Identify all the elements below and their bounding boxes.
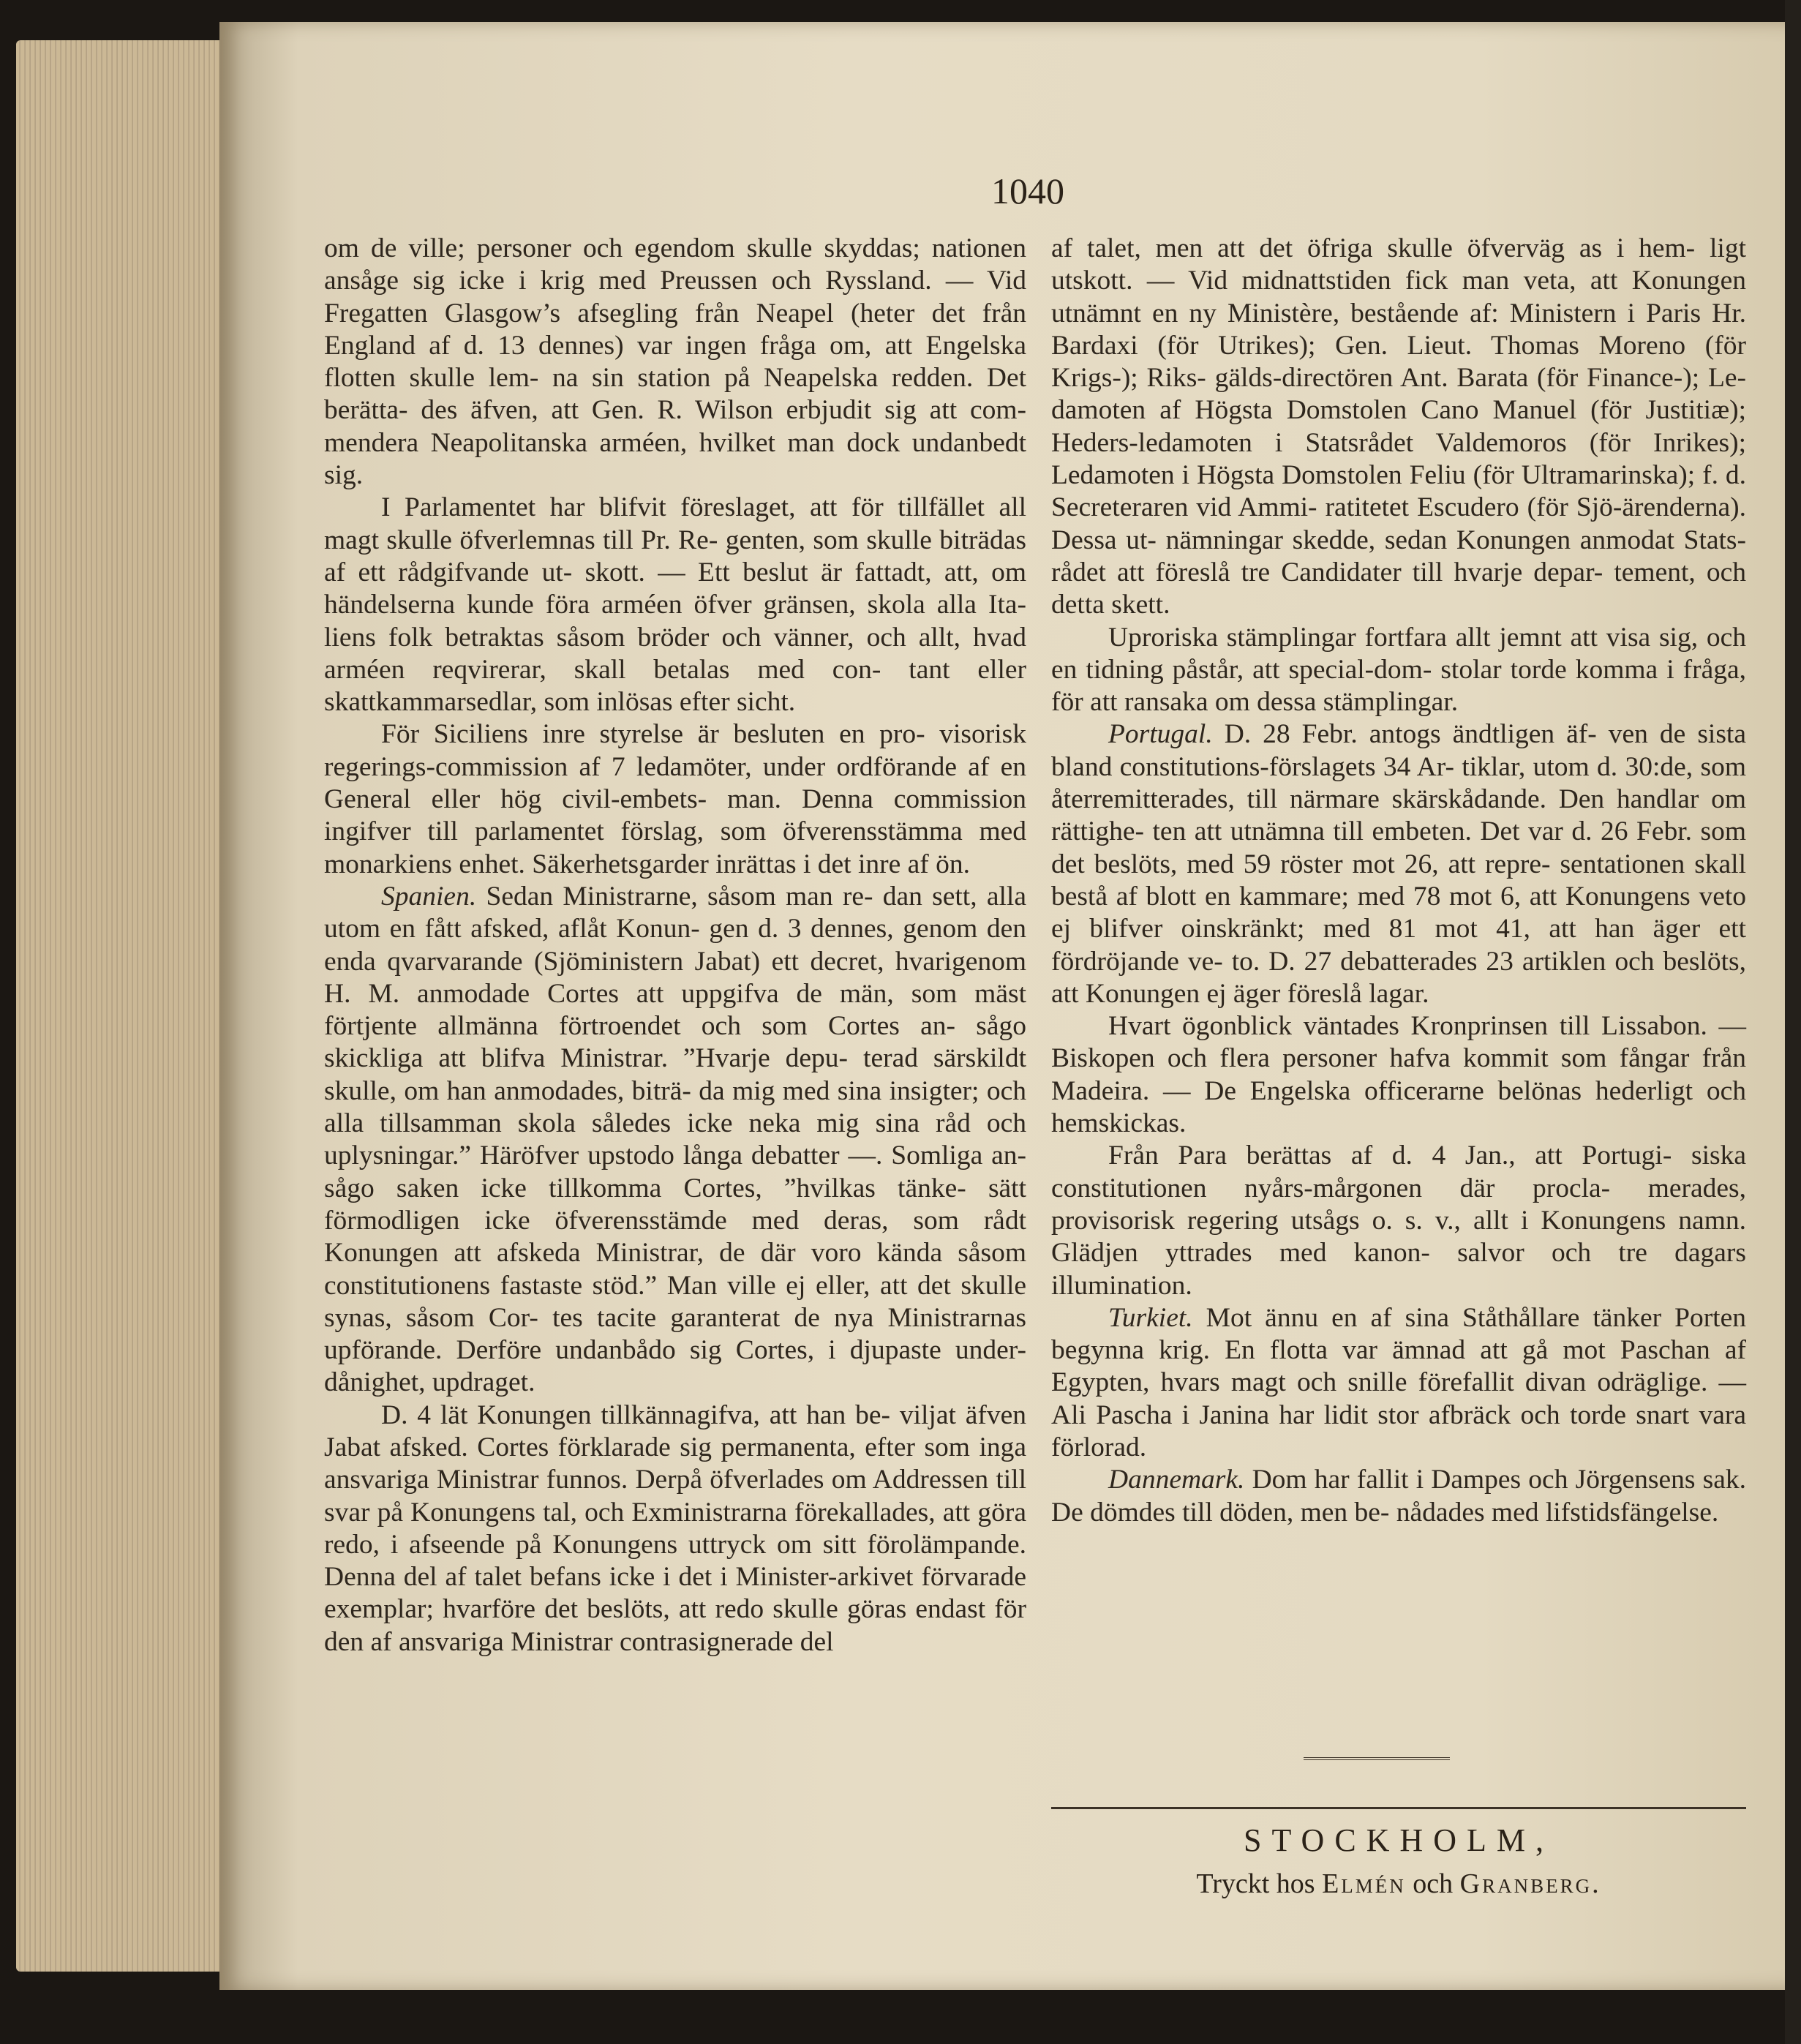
text-line: ordförande af en General eller hög civil-embets- bbox=[324, 751, 1026, 815]
text-line: (för Ultramarinska); f. d. Secreteraren vid Ammi- bbox=[1051, 460, 1746, 523]
imprint-city: STOCKHOLM, bbox=[1243, 1822, 1554, 1858]
text-line: att gå mot Paschan af Egypten, hvars magt och bbox=[1051, 1335, 1746, 1398]
text-line: kommit som fångar från Madeira. — De Engelska bbox=[1051, 1043, 1747, 1106]
text-line: D. 28 Febr. antogs ändtligen äf- bbox=[1212, 719, 1597, 750]
imprint-printers bbox=[1051, 1868, 1746, 1900]
page-stack-edge bbox=[16, 40, 221, 1972]
text-line: anmodade Cortes att uppgifva de män, som mäst bbox=[417, 978, 1026, 1009]
text-line: sätt förmodligen icke öfverensstämde med deras, bbox=[324, 1173, 1027, 1236]
printer-granberg: Granberg. bbox=[1459, 1868, 1601, 1899]
text-line: (för Inrikes); Ledamoten i Högsta Domstolen Feliu bbox=[1051, 427, 1746, 491]
text-line: För Siciliens inre styrelse är besluten en pro- bbox=[381, 719, 925, 750]
paragraph bbox=[1051, 718, 1746, 1010]
paragraph bbox=[324, 881, 1026, 1399]
country-heading: Dannemark. bbox=[1108, 1465, 1245, 1495]
text-line: tes tacite garanterat de nya Ministrarnas upförande. bbox=[324, 1302, 1026, 1366]
text-line: Säkerhetsgarder inrättas i det inre af ön. bbox=[532, 849, 971, 879]
printer-elmen: Elmén bbox=[1322, 1868, 1406, 1899]
imprint-connector: och bbox=[1405, 1868, 1460, 1899]
text-line: således icke neka mig sina råd och uplysningar.” bbox=[324, 1108, 1026, 1171]
text-line: att Konungen ej äger föreslå lagar. bbox=[1051, 978, 1429, 1009]
text-line: (Sjöministern Jabat) ett decret, hvarigenom H. M. bbox=[324, 946, 1027, 1009]
paragraph bbox=[1051, 1302, 1746, 1464]
text-line: Derföre undanbådo sig Cortes, i djupaste under- bbox=[456, 1335, 1026, 1366]
text-line: stolar torde komma i fråga, för att ransaka om bbox=[1051, 654, 1747, 718]
section-divider bbox=[1304, 1757, 1450, 1760]
text-line: Neapel (heter det från England af d. 13 dennes) bbox=[324, 298, 1026, 361]
country-heading: Portugal. bbox=[1108, 719, 1213, 750]
text-line: snille förefallit divan odräglige. — Ali Pascha i bbox=[1051, 1367, 1747, 1430]
text-line: Hvart ögonblick väntades Kronprinsen till bbox=[1108, 1011, 1590, 1042]
text-line: sågo skickliga att blifva Ministrar. ”Hvarje depu- bbox=[324, 1011, 1026, 1074]
text-line: på Konungens tal, och Exministrarna förekallades, bbox=[377, 1497, 936, 1528]
text-line: viljat äfven Jabat afsked. Cortes förklarade sig bbox=[324, 1399, 1026, 1462]
text-line: som det beslöts, med 59 röster mot 26, att repre- bbox=[1051, 816, 1747, 879]
text-line: na sin station på Neapelska redden. Det berätta- bbox=[324, 363, 1027, 426]
text-line: Man ville ej eller, att det skulle synas, såsom Cor- bbox=[324, 1270, 1027, 1333]
text-line: damoten af Högsta Domstolen Cano Manuel (för bbox=[1051, 395, 1632, 426]
text-line: om de ville; personer och egendom skulle skyddas; bbox=[324, 233, 920, 263]
imprint-prefix: Tryckt hos bbox=[1196, 1868, 1323, 1899]
text-line: hvarföre det beslöts, att redo skulle göras endast bbox=[443, 1594, 986, 1625]
text-line: tement, och detta skett. bbox=[1051, 557, 1746, 620]
text-line: tant eller skattkammarsedlar, som inlösas efter sicht. bbox=[324, 654, 1026, 718]
text-line: dånighet, updraget. bbox=[324, 1367, 535, 1398]
text-line: Justitiæ); Heders-ledamoten i Statsrådet Valdemoros bbox=[1051, 395, 1747, 458]
text-line: gen d. 3 dennes, genom den enda qvarvarande bbox=[324, 914, 1027, 977]
text-line: siska constitutionen nyårs-mårgonen där procla- bbox=[1051, 1141, 1746, 1203]
text-line: funnos. Derpå öfverlades om Addressen till svar bbox=[324, 1465, 1027, 1528]
text-line: Janina har lidit stor afbräck och torde snart vara bbox=[1199, 1399, 1746, 1430]
text-line: terad särskildt skulle, om han anmodades, biträ- bbox=[324, 1043, 1027, 1106]
paragraph bbox=[1051, 1140, 1746, 1301]
text-line: närmare skärskådande. Den handlar om rättighe- bbox=[1051, 784, 1746, 847]
text-line: nämningar skedde, sedan Konungen anmodat Stats- bbox=[1165, 525, 1747, 555]
text-line: för den af ansvariga Ministrar contrasignerade del bbox=[324, 1594, 1026, 1657]
text-line: förslag, som öfverensstämma med monarkiens enhet. bbox=[324, 816, 1027, 879]
text-line: visorisk regerings-commission af 7 ledamöter, under bbox=[324, 719, 1026, 782]
text-line: Från Para berättas af d. 4 Jan., att Portugi- bbox=[1108, 1141, 1672, 1171]
text-line: var ingen fråga om, att Engelska flotten skulle lem- bbox=[324, 330, 1026, 394]
text-line: sentationen skall bestå af blott en kammare; med bbox=[1051, 849, 1747, 912]
text-line: tiklar, utom d. 30:de, som återremitterades, till bbox=[1051, 751, 1746, 815]
paragraph bbox=[1051, 233, 1746, 622]
text-line: tänker Porten begynna krig. En flotta var ämnad bbox=[1051, 1302, 1746, 1366]
country-heading: Turkiet. bbox=[1108, 1302, 1193, 1333]
text-line: to. D. 27 debatterades 23 artiklen och beslöts, bbox=[1231, 946, 1746, 977]
text-line: Dom har fallit i Dampes och bbox=[1244, 1465, 1568, 1495]
imprint-rule bbox=[1051, 1807, 1746, 1809]
text-line: Sedan Ministrarne, såsom man re- bbox=[476, 881, 873, 912]
text-line: genten, som skulle biträdas af ett rådgifvande ut- bbox=[324, 525, 1026, 587]
text-line: Uproriska stämplingar fortfara allt jemnt att bbox=[1108, 622, 1598, 653]
text-line: Gen. Lieut. Thomas Moreno (för Krigs-); Riks- bbox=[1051, 330, 1746, 394]
paragraph bbox=[324, 492, 1026, 718]
text-line: ligt utskott. — Vid midnattstiden fick man veta, bbox=[1051, 233, 1747, 296]
text-line: Ryssland. — Vid Fregatten Glasgow’s afsegling från bbox=[324, 266, 1026, 328]
text-line: att Konungen utnämnt en ny Ministère, bestående bbox=[1051, 266, 1747, 328]
text-line: dessa stämplingar. bbox=[1257, 687, 1459, 718]
right-text-column bbox=[1051, 233, 1746, 1529]
paragraph bbox=[324, 1399, 1026, 1658]
text-line: i Konungens namn. Glädjen yttrades med kanon- bbox=[1051, 1205, 1746, 1269]
text-line: I Parlamentet har blifvit föreslaget, att för bbox=[381, 492, 884, 523]
text-line: allt, hvad arméen reqvirerar, skall betalas med con- bbox=[324, 622, 1026, 685]
text-line: med 81 mot 41, att han äger ett fördröjande ve- bbox=[1051, 914, 1746, 977]
text-line: Jörgensens sak. De dömdes till döden, men be- bbox=[1051, 1465, 1746, 1528]
text-line: man. Denna commission ingifver till parlamentet bbox=[324, 784, 1026, 847]
text-line: icke i det i Minister-arkivet förvarade exemplar; bbox=[324, 1562, 1027, 1625]
text-line: rådet att föreslå tre Candidater till hvarje depar- bbox=[1051, 557, 1603, 587]
paragraph bbox=[1051, 1010, 1746, 1140]
text-line: förlorad. bbox=[1051, 1432, 1147, 1462]
text-line: ven de sista bland constitutions-förslagets 34 Ar- bbox=[1051, 719, 1746, 782]
text-line: des äfven, att Gen. R. Wilson erbjudit sig att com- bbox=[421, 395, 1026, 426]
text-line: da mig med sina insigter; och alla tillsamman skola bbox=[324, 1075, 1027, 1139]
paragraph bbox=[324, 233, 1026, 492]
text-line: nådades med lifstidsfängelse. bbox=[1396, 1497, 1719, 1528]
text-line: förtjente allmänna förtroendet och som Cortes an- bbox=[324, 1011, 955, 1042]
text-line: D. 4 lät Konungen tillkännagifva, att han be- bbox=[381, 1399, 890, 1430]
text-line: dan sett, alla utom en fått afsked, aflåt Konun- bbox=[324, 881, 1026, 944]
page-number: 1040 bbox=[991, 170, 1064, 211]
text-line: ratitetet Escudero (för Sjö-ärenderna). Dessa ut- bbox=[1051, 492, 1747, 555]
text-line: att göra redo, i afseende på Konungens uttryck bbox=[324, 1497, 1026, 1560]
text-line: salvor och tre dagars illumination. bbox=[1051, 1238, 1746, 1301]
text-line: som rådt Konungen att afskeda Ministrar, de där bbox=[324, 1205, 1026, 1269]
text-line: mendera Neapolitanska arméen, hvilket man dock bbox=[324, 427, 900, 458]
country-heading: Spanien. bbox=[381, 881, 477, 912]
text-line: Lissabon. — Biskopen och flera personer hafva bbox=[1051, 1011, 1746, 1074]
text-line: gälds-directören Ant. Barata (för Finance-); Le- bbox=[1214, 363, 1747, 394]
text-line: Mot ännu en af sina Ståthållare bbox=[1192, 1302, 1580, 1333]
paragraph bbox=[1051, 622, 1746, 719]
text-line: om sitt förolämpande. Denna del af talet befans bbox=[324, 1529, 1027, 1593]
text-line: nationen ansåge sig icke i krig med Preussen och bbox=[324, 233, 1027, 296]
text-line: liens folk betraktas såsom bröder och vänner, och bbox=[324, 622, 906, 653]
left-text-column bbox=[324, 233, 1026, 1658]
text-line: skott. — Ett beslut är fattadt, att, om händelserna bbox=[324, 557, 1026, 620]
text-line: 78 mot 6, att Konungens veto ej blifver oinskränkt; bbox=[1051, 881, 1747, 944]
text-line: undanbedt sig. bbox=[324, 427, 1027, 491]
text-line: Häröfver upstodo långa debatter —. Somliga an- bbox=[479, 1141, 1027, 1171]
text-line: voro kända såsom constitutionens fastaste stöd.” bbox=[324, 1238, 1027, 1301]
text-line: officerarne belönas hederligt och hemskickas. bbox=[1051, 1075, 1746, 1139]
paragraph bbox=[1051, 1464, 1746, 1529]
text-line: permanenta, efter som inga ansvariga Ministrar bbox=[324, 1432, 1027, 1495]
text-line: sågo saken icke tillkomma Cortes, ”hvilkas tänke- bbox=[324, 1173, 966, 1203]
text-line: ten att utnämna till embeten. Det var d. 26 Febr. bbox=[1152, 816, 1693, 847]
text-line: merades, provisorisk regering utsågs o. s. v., allt bbox=[1051, 1173, 1746, 1236]
text-line: kunde föra arméen öfver gränsen, skola alla Ita- bbox=[467, 590, 1026, 620]
text-line: af: Ministern i Paris Hr. Bardaxi (för Utrikes); bbox=[1051, 298, 1747, 361]
text-line: visa sig, och en tidning påstår, att special-dom- bbox=[1051, 622, 1746, 685]
paragraph bbox=[324, 718, 1026, 880]
text-line: tillfället all magt skulle öfverlemnas till Pr. Re- bbox=[324, 492, 1026, 555]
text-line: af talet, men att det öfriga skulle öfverväg as i hem- bbox=[1051, 233, 1696, 263]
gutter-shadow bbox=[1785, 0, 1801, 2044]
